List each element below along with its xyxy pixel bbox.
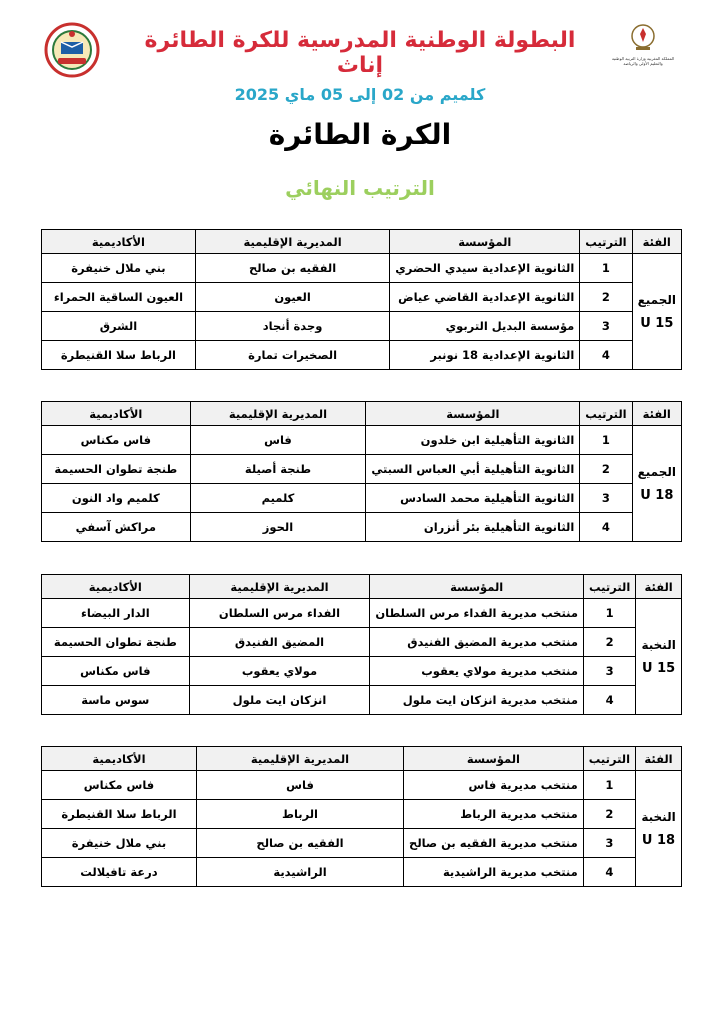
col-directorate: المديرية الإقليمية — [196, 747, 403, 771]
institution-cell: الثانوية الإعدادية 18 نونبر — [390, 341, 580, 370]
rank-cell: 1 — [580, 426, 632, 455]
table-row — [42, 312, 682, 341]
category-cell — [636, 599, 682, 715]
rank-cell: 1 — [580, 254, 632, 283]
page-title: البطولة الوطنية المدرسية للكرة الطائرة إناث — [144, 28, 576, 78]
academy-cell: الدار البيضاء — [42, 599, 190, 628]
directorate-cell: فاس — [190, 426, 366, 455]
rank-cell: 2 — [583, 628, 635, 657]
col-rank: الترتيب — [580, 230, 632, 254]
institution-cell: منتخب مديرية مولاي يعقوب — [370, 657, 584, 686]
table-row — [42, 771, 682, 800]
table-row — [42, 254, 682, 283]
academy-cell: طنجة تطوان الحسيمة — [42, 628, 190, 657]
academy-cell: سوس ماسة — [42, 686, 190, 715]
rank-cell: 4 — [583, 858, 635, 887]
table-row — [42, 283, 682, 312]
directorate-cell: الحوز — [190, 513, 366, 542]
institution-cell: الثانوية الإعدادية سيدي الحضري — [390, 254, 580, 283]
academy-cell: مراكش آسفي — [42, 513, 191, 542]
category-name: الجميع — [637, 292, 676, 307]
table-row — [42, 657, 682, 686]
directorate-cell: المضيق الفنيدق — [189, 628, 370, 657]
results-table-1 — [41, 229, 682, 370]
institution-cell: مؤسسة البديل التربوي — [390, 312, 580, 341]
sport-title: الكرة الطائرة — [268, 118, 452, 151]
academy-cell: بني ملال خنيفرة — [42, 254, 196, 283]
table-row — [42, 829, 682, 858]
col-academy: الأكاديمية — [42, 575, 190, 599]
institution-cell: الثانوية التأهيلية محمد السادس — [366, 484, 580, 513]
col-directorate: المديرية الإقليمية — [190, 402, 366, 426]
table-row — [42, 426, 682, 455]
col-rank: الترتيب — [583, 747, 635, 771]
institution-cell: منتخب مديرية الفقيه بن صالح — [404, 829, 584, 858]
table-row — [42, 341, 682, 370]
directorate-cell: الفقيه بن صالح — [196, 829, 403, 858]
category-age: U 15 — [642, 660, 676, 676]
results-table-4 — [41, 746, 682, 887]
federation-logo — [44, 22, 100, 78]
table-row — [42, 513, 682, 542]
directorate-cell: انزكان ايت ملول — [189, 686, 370, 715]
academy-cell: الرباط سلا القنيطرة — [42, 341, 196, 370]
academy-cell: طنجة تطوان الحسيمة — [42, 455, 191, 484]
col-academy: الأكاديمية — [42, 747, 197, 771]
category-name: النخبة — [641, 809, 676, 824]
col-institution: المؤسسة — [370, 575, 584, 599]
academy-cell: العيون الساقية الحمراء — [42, 283, 196, 312]
results-table-3 — [41, 574, 682, 715]
institution-cell: منتخب مديرية انزكان ايت ملول — [370, 686, 584, 715]
ranking-title: الترتيب النهائي — [285, 176, 435, 200]
rank-cell: 3 — [583, 829, 635, 858]
table-row — [42, 628, 682, 657]
academy-cell: بني ملال خنيفرة — [42, 829, 197, 858]
table-header-row — [42, 575, 682, 599]
category-age: U 15 — [640, 315, 674, 331]
academy-cell: درعة تافيلالت — [42, 858, 197, 887]
category-cell — [632, 254, 681, 370]
col-academy: الأكاديمية — [42, 402, 191, 426]
rank-cell: 1 — [583, 599, 635, 628]
table-row — [42, 858, 682, 887]
col-rank: الترتيب — [583, 575, 635, 599]
rank-cell: 4 — [583, 686, 635, 715]
category-name: الجميع — [637, 464, 676, 479]
col-category: الفئة — [632, 230, 681, 254]
rank-cell: 2 — [580, 283, 632, 312]
rank-cell: 4 — [580, 341, 632, 370]
table-row — [42, 455, 682, 484]
table-header-row — [42, 747, 682, 771]
academy-cell: فاس مكناس — [42, 426, 191, 455]
academy-cell: الشرق — [42, 312, 196, 341]
col-directorate: المديرية الإقليمية — [195, 230, 389, 254]
directorate-cell: الراشيدية — [196, 858, 403, 887]
table-row — [42, 484, 682, 513]
institution-cell: الثانوية التأهيلية أبي العباس السبتي — [366, 455, 580, 484]
institution-cell: الثانوية الإعدادية القاضي عياض — [390, 283, 580, 312]
directorate-cell: العيون — [195, 283, 389, 312]
col-institution: المؤسسة — [390, 230, 580, 254]
col-institution: المؤسسة — [366, 402, 580, 426]
col-category: الفئة — [632, 402, 681, 426]
institution-cell: منتخب مديرية الراشيدية — [404, 858, 584, 887]
institution-cell: منتخب مديرية الرباط — [404, 800, 584, 829]
rank-cell: 4 — [580, 513, 632, 542]
category-cell — [636, 771, 682, 887]
category-age: U 18 — [641, 832, 676, 848]
academy-cell: الرباط سلا القنيطرة — [42, 800, 197, 829]
institution-cell: الثانوية التأهيلية بئر أنزران — [366, 513, 580, 542]
rank-cell: 3 — [580, 484, 632, 513]
ministry-text: المملكة المغربية وزارة التربية الوطنية والتعليم الأولي والرياضة — [611, 56, 675, 66]
results-table-2 — [41, 401, 682, 542]
table-row — [42, 599, 682, 628]
ministry-logo — [611, 22, 675, 76]
directorate-cell: كلميم — [190, 484, 366, 513]
directorate-cell: مولاي يعقوب — [189, 657, 370, 686]
academy-cell: فاس مكناس — [42, 657, 190, 686]
institution-cell: منتخب مديرية المضيق الفنيدق — [370, 628, 584, 657]
rank-cell: 2 — [580, 455, 632, 484]
col-directorate: المديرية الإقليمية — [189, 575, 370, 599]
col-category: الفئة — [636, 747, 682, 771]
col-academy: الأكاديمية — [42, 230, 196, 254]
category-cell — [632, 426, 681, 542]
col-category: الفئة — [636, 575, 682, 599]
rank-cell: 2 — [583, 800, 635, 829]
rank-cell: 3 — [580, 312, 632, 341]
institution-cell: الثانوية التأهيلية ابن خلدون — [366, 426, 580, 455]
directorate-cell: فاس — [196, 771, 403, 800]
rank-cell: 3 — [583, 657, 635, 686]
rank-cell: 1 — [583, 771, 635, 800]
event-dates: كلميم من 02 إلى 05 ماي 2025 — [234, 85, 486, 104]
institution-cell: منتخب مديرية فاس — [404, 771, 584, 800]
directorate-cell: الفداء مرس السلطان — [189, 599, 370, 628]
directorate-cell: وجدة أنجاد — [195, 312, 389, 341]
institution-cell: منتخب مديرية الفداء مرس السلطان — [370, 599, 584, 628]
table-header-row — [42, 402, 682, 426]
academy-cell: فاس مكناس — [42, 771, 197, 800]
directorate-cell: الرباط — [196, 800, 403, 829]
directorate-cell: الصخيرات تمارة — [195, 341, 389, 370]
col-rank: الترتيب — [580, 402, 632, 426]
directorate-cell: طنجة أصيلة — [190, 455, 366, 484]
academy-cell: كلميم واد النون — [42, 484, 191, 513]
col-institution: المؤسسة — [404, 747, 584, 771]
category-age: U 18 — [640, 487, 674, 503]
directorate-cell: الفقيه بن صالح — [195, 254, 389, 283]
category-name: النخبة — [641, 637, 676, 652]
table-row — [42, 686, 682, 715]
table-header-row — [42, 230, 682, 254]
table-row — [42, 800, 682, 829]
